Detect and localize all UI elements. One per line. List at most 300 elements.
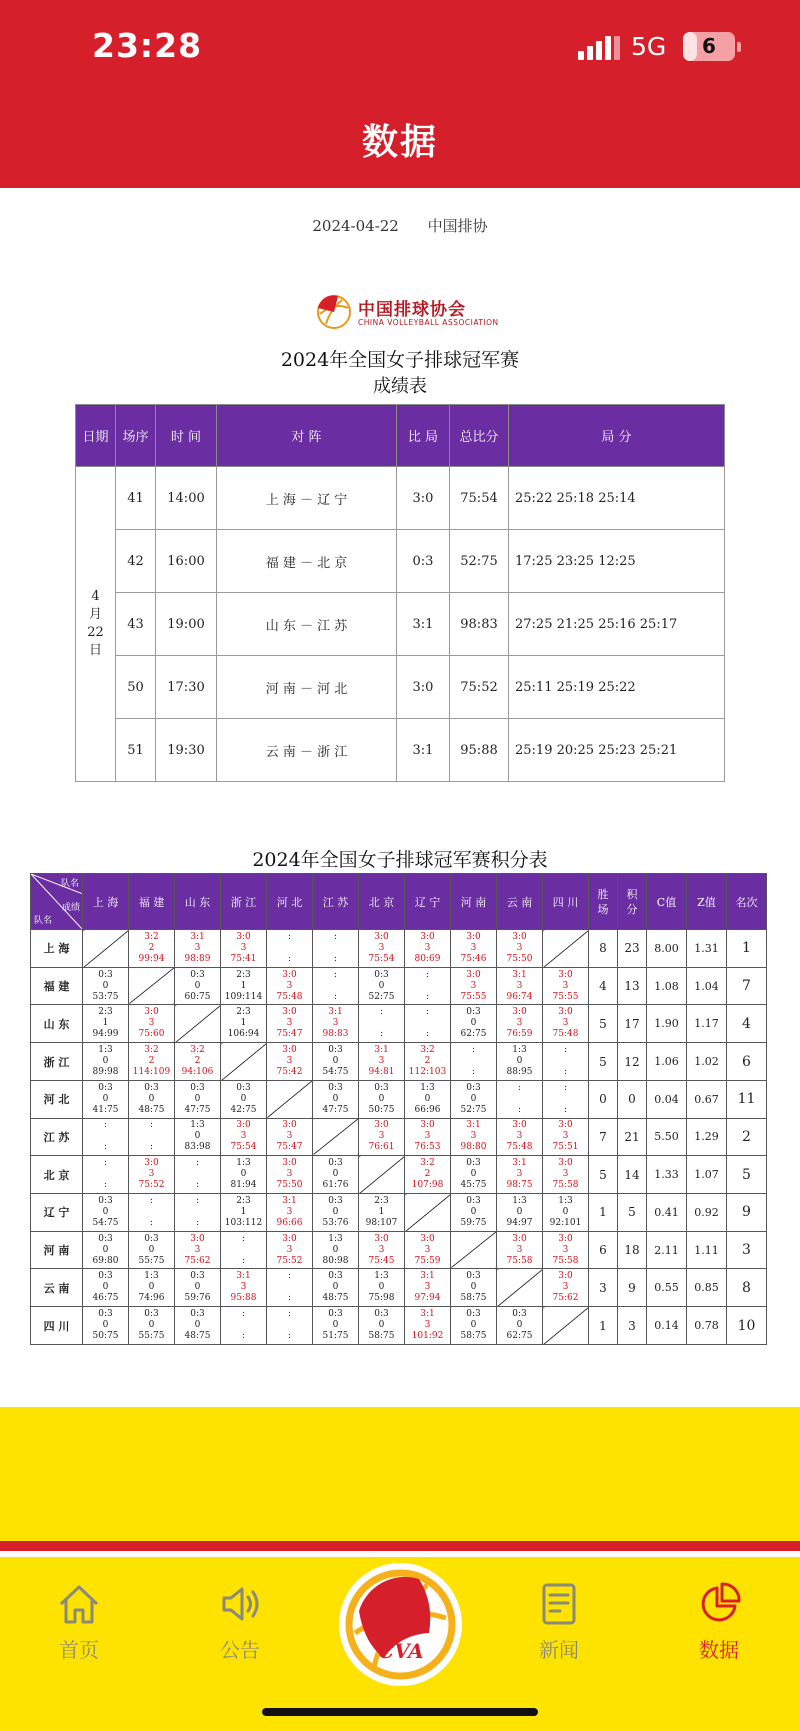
- tab-news[interactable]: [509, 1580, 609, 1663]
- result-rally: 76:59: [506, 1029, 533, 1040]
- result-points: 0: [424, 1093, 431, 1104]
- result-cell: [221, 1118, 267, 1156]
- result-rally: 81:94: [230, 1180, 257, 1191]
- result-cell: [313, 1269, 359, 1307]
- result-rally: :: [241, 1255, 246, 1266]
- result-rally: 62:75: [460, 1029, 487, 1040]
- schedule-time: 16:00: [156, 530, 217, 593]
- stat-column-header: 名次: [727, 874, 767, 930]
- standings-z: 1.29: [687, 1118, 727, 1156]
- result-rally: 75:48: [276, 991, 303, 1002]
- result-score: 0:3: [98, 1271, 113, 1282]
- result-points: 3: [378, 942, 385, 953]
- result-score: 3:1: [328, 1007, 343, 1018]
- result-rally: 80:98: [322, 1255, 349, 1266]
- result-points: 3: [424, 1244, 431, 1255]
- date-line: 月: [88, 607, 102, 622]
- result-rally: :: [333, 991, 338, 1002]
- result-points: 0: [148, 1244, 155, 1255]
- result-rally: 75:59: [414, 1255, 441, 1266]
- schedule-total-points: 75:54: [450, 467, 509, 530]
- result-points: 3: [424, 1131, 431, 1142]
- result-cell: [267, 1118, 313, 1156]
- result-cell: [221, 1307, 267, 1345]
- schedule-time: 17:30: [156, 656, 217, 719]
- result-rally: 47:75: [184, 1104, 211, 1115]
- battery-tip: [737, 42, 741, 52]
- result-cell: [313, 1194, 359, 1232]
- schedule-match-no: 51: [116, 719, 156, 782]
- stat-column-header: 积分: [618, 874, 647, 930]
- result-score: 3:0: [466, 969, 481, 980]
- result-points: [175, 1169, 220, 1180]
- result-rally: 46:75: [92, 1293, 119, 1304]
- result-score: 0:3: [98, 1309, 113, 1320]
- result-points: 0: [378, 980, 385, 991]
- result-rally: 75:46: [460, 953, 487, 964]
- result-cell: [267, 1156, 313, 1194]
- cva-center-button[interactable]: [339, 1563, 462, 1686]
- result-cell: [543, 1043, 589, 1081]
- result-cell: [221, 1080, 267, 1118]
- result-points: [497, 1094, 542, 1105]
- result-points: [405, 981, 450, 992]
- result-rally: :: [195, 1180, 200, 1191]
- tab-home-label: 首页: [59, 1638, 99, 1662]
- result-cell: [359, 1118, 405, 1156]
- result-cell: [405, 967, 451, 1005]
- result-cell: [221, 967, 267, 1005]
- result-cell: [175, 1043, 221, 1081]
- standings-wins: 5: [589, 1005, 618, 1043]
- svg-text:CVA: CVA: [378, 1639, 424, 1663]
- result-rally: 94:97: [506, 1217, 533, 1228]
- team-column-header: 河 南: [451, 874, 497, 930]
- standings-points: 5: [618, 1194, 647, 1232]
- result-points: 0: [516, 1206, 523, 1217]
- result-points: 1: [240, 980, 247, 991]
- result-points: 2: [424, 1056, 431, 1067]
- result-score: 0:3: [466, 1158, 481, 1169]
- network-type: 5G: [631, 32, 667, 61]
- result-cell: [175, 1194, 221, 1232]
- result-rally: 53:76: [322, 1217, 349, 1228]
- result-score: :: [103, 1120, 108, 1131]
- result-points: 0: [470, 1282, 477, 1293]
- result-score: 0:3: [190, 1309, 205, 1320]
- standings-wins: 7: [589, 1118, 618, 1156]
- schedule-score: 3:0: [397, 656, 450, 719]
- result-points: 3: [516, 980, 523, 991]
- standings-points: 17: [618, 1005, 647, 1043]
- col-matchup: 对 阵: [217, 405, 397, 467]
- result-rally: 69:80: [92, 1255, 119, 1266]
- result-cell: [543, 1080, 589, 1118]
- standings-c: 0.14: [647, 1307, 687, 1345]
- standings-z: 1.31: [687, 930, 727, 968]
- result-score: 0:3: [466, 1309, 481, 1320]
- result-points: 0: [194, 1093, 201, 1104]
- schedule-matchup: 山 东 － 江 苏: [217, 593, 397, 656]
- result-cell: [313, 1231, 359, 1269]
- result-score: 3:0: [236, 1120, 251, 1131]
- standings-c: 1.90: [647, 1005, 687, 1043]
- standings-z: 0.92: [687, 1194, 727, 1232]
- result-cell: [405, 1005, 451, 1043]
- result-cell: [221, 1194, 267, 1232]
- result-rally: 48:75: [138, 1104, 165, 1115]
- result-score: 2:3: [236, 1195, 251, 1206]
- standings-rank: 7: [727, 967, 767, 1005]
- self-cell: [543, 1307, 589, 1345]
- result-rally: 60:75: [184, 991, 211, 1002]
- standings-c: 2.11: [647, 1231, 687, 1269]
- result-rally: 80:69: [414, 953, 441, 964]
- corner-cell: [31, 874, 83, 930]
- result-points: 3: [378, 1056, 385, 1067]
- result-points: 3: [286, 1244, 293, 1255]
- result-rally: :: [379, 1029, 384, 1040]
- result-cell: [313, 1005, 359, 1043]
- schedule-date: [76, 467, 116, 782]
- schedule-row: [76, 467, 725, 530]
- result-score: :: [425, 1007, 430, 1018]
- result-cell: [451, 1005, 497, 1043]
- result-points: 3: [148, 1018, 155, 1029]
- result-cell: [359, 1005, 405, 1043]
- schedule-total-points: 52:75: [450, 530, 509, 593]
- result-cell: [83, 967, 129, 1005]
- standings-c: 1.08: [647, 967, 687, 1005]
- schedule-score: 3:0: [397, 467, 450, 530]
- standings-c: 0.41: [647, 1194, 687, 1232]
- standings-points: 18: [618, 1231, 647, 1269]
- result-rally: 97:94: [414, 1293, 441, 1304]
- tab-notice-label: 公告: [220, 1638, 260, 1662]
- result-cell: [405, 1307, 451, 1345]
- result-points: 0: [470, 1320, 477, 1331]
- result-rally: :: [287, 953, 292, 964]
- result-score: 3:0: [236, 931, 251, 942]
- result-rally: 62:75: [506, 1331, 533, 1342]
- standings-row: [31, 1269, 767, 1307]
- schedule-match-no: 41: [116, 467, 156, 530]
- schedule-match-no: 42: [116, 530, 156, 593]
- result-score: 0:3: [466, 1195, 481, 1206]
- schedule-row: [76, 593, 725, 656]
- article-date: 2024-04-22: [312, 217, 399, 235]
- result-score: :: [333, 931, 338, 942]
- result-rally: 75:48: [506, 1142, 533, 1153]
- result-rally: :: [563, 1067, 568, 1078]
- result-points: [543, 1094, 588, 1105]
- result-score: :: [241, 1233, 246, 1244]
- tab-home[interactable]: [29, 1580, 129, 1663]
- standings-rank: 4: [727, 1005, 767, 1043]
- result-score: 0:3: [98, 1082, 113, 1093]
- result-rally: 48:75: [322, 1293, 349, 1304]
- home-icon: [55, 1580, 103, 1628]
- standings-z: 0.85: [687, 1269, 727, 1307]
- schedule-subtitle: 成绩表: [373, 376, 427, 397]
- result-cell: [221, 1005, 267, 1043]
- result-points: [451, 1056, 496, 1067]
- col-sets: 局 分: [509, 405, 725, 467]
- result-rally: :: [563, 1104, 568, 1115]
- standings-z: 1.07: [687, 1156, 727, 1194]
- result-cell: [267, 1269, 313, 1307]
- result-score: 1:3: [98, 1045, 113, 1056]
- result-cell: [405, 1043, 451, 1081]
- result-cell: [129, 1231, 175, 1269]
- result-rally: 75:54: [368, 953, 395, 964]
- result-cell: [313, 967, 359, 1005]
- result-score: :: [195, 1158, 200, 1169]
- result-score: 0:3: [328, 1271, 343, 1282]
- result-points: 3: [562, 1282, 569, 1293]
- result-score: 0:3: [144, 1082, 159, 1093]
- result-rally: :: [471, 1067, 476, 1078]
- standings-team: 云 南: [31, 1269, 83, 1307]
- schedule-row: [76, 530, 725, 593]
- result-score: 3:0: [374, 931, 389, 942]
- result-rally: 54:75: [92, 1217, 119, 1228]
- result-points: 3: [378, 1244, 385, 1255]
- result-rally: 61:76: [322, 1180, 349, 1191]
- tab-data[interactable]: [669, 1580, 769, 1663]
- result-cell: [221, 930, 267, 968]
- result-score: 3:0: [144, 1158, 159, 1169]
- result-rally: :: [425, 991, 430, 1002]
- result-points: 3: [240, 1282, 247, 1293]
- result-rally: 59:76: [184, 1293, 211, 1304]
- result-points: 2: [148, 1056, 155, 1067]
- result-cell: [405, 1269, 451, 1307]
- self-cell: [175, 1005, 221, 1043]
- result-score: 1:3: [512, 1195, 527, 1206]
- standings-z: 1.11: [687, 1231, 727, 1269]
- standings-rank: 8: [727, 1269, 767, 1307]
- date-line: 4: [91, 589, 100, 604]
- result-cell: [129, 1043, 175, 1081]
- self-cell: [451, 1231, 497, 1269]
- result-rally: 98:89: [184, 953, 211, 964]
- result-points: [129, 1131, 174, 1142]
- result-cell: [83, 1307, 129, 1345]
- result-rally: 48:75: [184, 1331, 211, 1342]
- result-score: 3:2: [190, 1045, 205, 1056]
- result-rally: 52:75: [460, 1104, 487, 1115]
- result-score: 3:0: [512, 1120, 527, 1131]
- result-rally: 74:96: [138, 1293, 165, 1304]
- schedule-matchup: 云 南 － 浙 江: [217, 719, 397, 782]
- result-points: 3: [424, 1320, 431, 1331]
- standings-row: [31, 1231, 767, 1269]
- result-rally: 107:98: [411, 1180, 444, 1191]
- result-rally: 75:41: [230, 953, 257, 964]
- standings-team: 江 苏: [31, 1118, 83, 1156]
- standings-points: 21: [618, 1118, 647, 1156]
- result-rally: 98:75: [506, 1180, 533, 1191]
- result-points: 1: [102, 1018, 109, 1029]
- standings-rank: 10: [727, 1307, 767, 1345]
- team-column-header: 福 建: [129, 874, 175, 930]
- result-score: 3:2: [144, 1045, 159, 1056]
- result-cell: [83, 1080, 129, 1118]
- result-score: 3:1: [420, 1309, 435, 1320]
- result-cell: [267, 930, 313, 968]
- result-points: 0: [332, 1244, 339, 1255]
- result-score: 3:0: [558, 1271, 573, 1282]
- result-cell: [267, 967, 313, 1005]
- standings-rank: 1: [727, 930, 767, 968]
- result-points: 0: [470, 1206, 477, 1217]
- result-points: 3: [286, 1169, 293, 1180]
- result-points: 0: [102, 1320, 109, 1331]
- result-rally: 88:95: [506, 1067, 533, 1078]
- result-score: 0:3: [374, 1309, 389, 1320]
- result-score: 0:3: [374, 969, 389, 980]
- schedule-score: 3:1: [397, 593, 450, 656]
- result-points: 0: [378, 1093, 385, 1104]
- team-column-header: 山 东: [175, 874, 221, 930]
- team-column-header: 浙 江: [221, 874, 267, 930]
- col-time: 时 间: [156, 405, 217, 467]
- result-points: 3: [516, 1244, 523, 1255]
- result-score: 3:0: [144, 1007, 159, 1018]
- result-score: 0:3: [98, 969, 113, 980]
- result-rally: :: [103, 1180, 108, 1191]
- standings-team: 辽 宁: [31, 1194, 83, 1232]
- standings-table: [30, 873, 767, 1345]
- result-score: 0:3: [328, 1082, 343, 1093]
- result-cell: [405, 930, 451, 968]
- result-rally: :: [195, 1217, 200, 1228]
- result-points: 0: [102, 980, 109, 991]
- result-rally: :: [103, 1142, 108, 1153]
- standings-points: 12: [618, 1043, 647, 1081]
- standings-points: 13: [618, 967, 647, 1005]
- date-line: 日: [88, 643, 102, 658]
- result-score: 0:3: [190, 1082, 205, 1093]
- standings-wins: 5: [589, 1156, 618, 1194]
- result-points: 3: [286, 1206, 293, 1217]
- result-rally: 53:75: [92, 991, 119, 1002]
- standings-row: [31, 1156, 767, 1194]
- standings-points: 14: [618, 1156, 647, 1194]
- result-score: 3:0: [558, 1233, 573, 1244]
- self-cell: [221, 1043, 267, 1081]
- schedule-set-scores: 25:22 25:18 25:14: [509, 467, 725, 530]
- result-score: 0:3: [190, 969, 205, 980]
- result-cell: [175, 1080, 221, 1118]
- result-points: 0: [102, 1244, 109, 1255]
- schedule-match-no: 50: [116, 656, 156, 719]
- result-score: 3:0: [512, 931, 527, 942]
- result-rally: 98:83: [322, 1029, 349, 1040]
- result-points: 0: [332, 1169, 339, 1180]
- result-score: 3:2: [144, 931, 159, 942]
- result-points: 0: [562, 1206, 569, 1217]
- result-rally: 58:75: [460, 1331, 487, 1342]
- standings-team: 北 京: [31, 1156, 83, 1194]
- result-score: 3:0: [512, 1233, 527, 1244]
- status-time: 23:28: [92, 26, 203, 65]
- tab-notice[interactable]: [190, 1580, 290, 1663]
- result-cell: [267, 1307, 313, 1345]
- result-cell: [451, 1194, 497, 1232]
- result-cell: [175, 1307, 221, 1345]
- result-rally: 98:107: [365, 1217, 398, 1228]
- standings-c: 1.33: [647, 1156, 687, 1194]
- result-cell: [451, 1156, 497, 1194]
- result-points: 0: [240, 1169, 247, 1180]
- result-points: [405, 1018, 450, 1029]
- schedule-table: [75, 404, 725, 782]
- corner-label-result: 成绩: [61, 903, 80, 913]
- standings-wins: 8: [589, 930, 618, 968]
- result-score: 3:0: [282, 1120, 297, 1131]
- standings-row: [31, 1194, 767, 1232]
- result-score: 3:0: [466, 931, 481, 942]
- result-score: 0:3: [236, 1082, 251, 1093]
- result-cell: [175, 1269, 221, 1307]
- result-rally: 47:75: [322, 1104, 349, 1115]
- result-points: 0: [194, 1320, 201, 1331]
- self-cell: [497, 1269, 543, 1307]
- standings-wins: 4: [589, 967, 618, 1005]
- standings-points: 3: [618, 1307, 647, 1345]
- result-cell: [497, 1043, 543, 1081]
- result-rally: 75:55: [552, 991, 579, 1002]
- result-score: :: [563, 1082, 568, 1093]
- result-cell: [497, 967, 543, 1005]
- result-points: 0: [148, 1282, 155, 1293]
- result-rally: :: [241, 1331, 246, 1342]
- result-points: 0: [102, 1282, 109, 1293]
- result-score: :: [563, 1045, 568, 1056]
- result-points: 3: [562, 1131, 569, 1142]
- team-column-header: 上 海: [83, 874, 129, 930]
- result-score: 3:0: [558, 969, 573, 980]
- standings-z: 0.78: [687, 1307, 727, 1345]
- standings-z: 0.67: [687, 1080, 727, 1118]
- result-points: 3: [286, 1018, 293, 1029]
- battery-level: 6: [702, 34, 716, 58]
- result-points: 0: [516, 1056, 523, 1067]
- result-cell: [221, 1156, 267, 1194]
- result-points: 3: [516, 1131, 523, 1142]
- result-score: 3:1: [512, 969, 527, 980]
- result-points: 3: [194, 942, 201, 953]
- result-cell: [359, 1043, 405, 1081]
- result-rally: 106:94: [227, 1029, 260, 1040]
- tab-news-label: 新闻: [539, 1638, 579, 1662]
- result-cell: [267, 1194, 313, 1232]
- result-cell: [129, 1005, 175, 1043]
- result-cell: [359, 967, 405, 1005]
- association-name-en: CHINA VOLLEYBALL ASSOCIATION: [358, 318, 499, 327]
- corner-label-team-row: 队名: [34, 916, 53, 926]
- result-points: [221, 1245, 266, 1256]
- result-points: 0: [332, 1056, 339, 1067]
- standings-c: 0.55: [647, 1269, 687, 1307]
- result-points: 0: [240, 1093, 247, 1104]
- page-title: 数据: [361, 122, 438, 163]
- result-rally: 114:109: [132, 1067, 171, 1078]
- result-score: 0:3: [466, 1007, 481, 1018]
- result-rally: 66:96: [414, 1104, 441, 1115]
